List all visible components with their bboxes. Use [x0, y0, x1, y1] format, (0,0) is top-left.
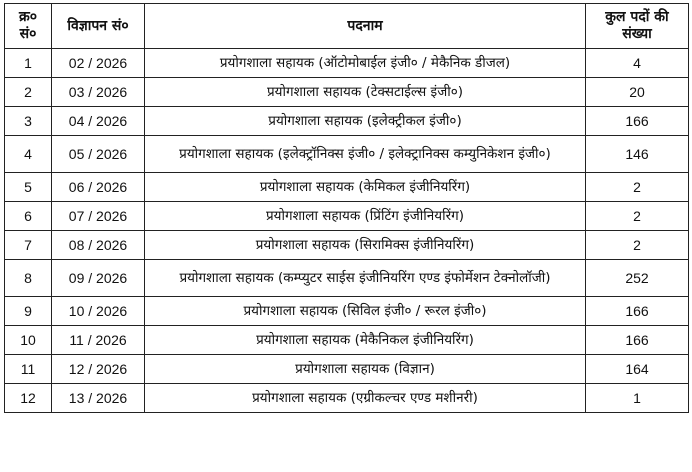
cell-post-name: प्रयोगशाला सहायक (ऑटोमोबाईल इंजी० / मेकैनिक डीजल) — [145, 49, 586, 78]
cell-post-count: 166 — [586, 326, 689, 355]
cell-serial: 4 — [5, 136, 52, 173]
cell-advertisement-number: 09 / 2026 — [52, 260, 145, 297]
cell-post-name: प्रयोगशाला सहायक (मेकैनिकल इंजीनियरिंग) — [145, 326, 586, 355]
cell-advertisement-number: 07 / 2026 — [52, 202, 145, 231]
table-row — [5, 107, 689, 136]
cell-post-count: 166 — [586, 107, 689, 136]
table-row — [5, 355, 689, 384]
cell-advertisement-number: 13 / 2026 — [52, 384, 145, 413]
cell-post-name: प्रयोगशाला सहायक (प्रिंटिंग इंजीनियरिंग) — [145, 202, 586, 231]
cell-serial: 12 — [5, 384, 52, 413]
table-header-row — [5, 4, 689, 49]
table-row — [5, 231, 689, 260]
header-serial: क्र० सं० — [5, 4, 52, 49]
table-row — [5, 78, 689, 107]
table-row — [5, 297, 689, 326]
cell-serial: 2 — [5, 78, 52, 107]
cell-advertisement-number: 06 / 2026 — [52, 173, 145, 202]
cell-post-name: प्रयोगशाला सहायक (इलेक्ट्रीकल इंजी०) — [145, 107, 586, 136]
cell-advertisement-number: 05 / 2026 — [52, 136, 145, 173]
cell-serial: 11 — [5, 355, 52, 384]
cell-post-name: प्रयोगशाला सहायक (कम्प्युटर साईस इंजीनियरिंग एण्ड इंफोर्मेशन टेक्नोलॉजी) — [145, 260, 586, 297]
vacancy-table — [4, 3, 689, 413]
vacancy-table-container — [4, 3, 689, 413]
table-row — [5, 260, 689, 297]
table-row — [5, 136, 689, 173]
cell-advertisement-number: 03 / 2026 — [52, 78, 145, 107]
cell-post-count: 4 — [586, 49, 689, 78]
cell-advertisement-number: 11 / 2026 — [52, 326, 145, 355]
cell-serial: 8 — [5, 260, 52, 297]
cell-post-count: 20 — [586, 78, 689, 107]
cell-advertisement-number: 04 / 2026 — [52, 107, 145, 136]
cell-post-count: 164 — [586, 355, 689, 384]
table-row — [5, 326, 689, 355]
cell-serial: 3 — [5, 107, 52, 136]
cell-advertisement-number: 02 / 2026 — [52, 49, 145, 78]
cell-serial: 7 — [5, 231, 52, 260]
cell-post-name: प्रयोगशाला सहायक (इलेक्ट्रॉनिक्स इंजी० / इलेक्ट्रानिक्स कम्युनिकेशन इंजी०) — [145, 136, 586, 173]
cell-post-count: 2 — [586, 202, 689, 231]
cell-post-name: प्रयोगशाला सहायक (केमिकल इंजीनियरिंग) — [145, 173, 586, 202]
cell-serial: 9 — [5, 297, 52, 326]
cell-post-count: 1 — [586, 384, 689, 413]
cell-serial: 1 — [5, 49, 52, 78]
cell-post-name: प्रयोगशाला सहायक (विज्ञान) — [145, 355, 586, 384]
cell-post-count: 166 — [586, 297, 689, 326]
cell-post-name: प्रयोगशाला सहायक (टेक्सटाईल्स इंजी०) — [145, 78, 586, 107]
cell-post-name: प्रयोगशाला सहायक (सिरामिक्स इंजीनियरिंग) — [145, 231, 586, 260]
cell-serial: 10 — [5, 326, 52, 355]
cell-serial: 6 — [5, 202, 52, 231]
table-row — [5, 173, 689, 202]
table-row — [5, 384, 689, 413]
cell-post-count: 146 — [586, 136, 689, 173]
cell-serial: 5 — [5, 173, 52, 202]
cell-post-count: 252 — [586, 260, 689, 297]
cell-post-count: 2 — [586, 231, 689, 260]
cell-advertisement-number: 10 / 2026 — [52, 297, 145, 326]
table-row — [5, 202, 689, 231]
cell-advertisement-number: 08 / 2026 — [52, 231, 145, 260]
cell-post-name: प्रयोगशाला सहायक (एग्रीकल्चर एण्ड मशीनरी) — [145, 384, 586, 413]
cell-post-count: 2 — [586, 173, 689, 202]
table-row — [5, 49, 689, 78]
header-advertisement-number: विज्ञापन सं० — [52, 4, 145, 49]
header-post-name: पदनाम — [145, 4, 586, 49]
header-total-posts: कुल पदों की संख्या — [586, 4, 689, 49]
cell-post-name: प्रयोगशाला सहायक (सिविल इंजी० / रूरल इंजी०) — [145, 297, 586, 326]
cell-advertisement-number: 12 / 2026 — [52, 355, 145, 384]
